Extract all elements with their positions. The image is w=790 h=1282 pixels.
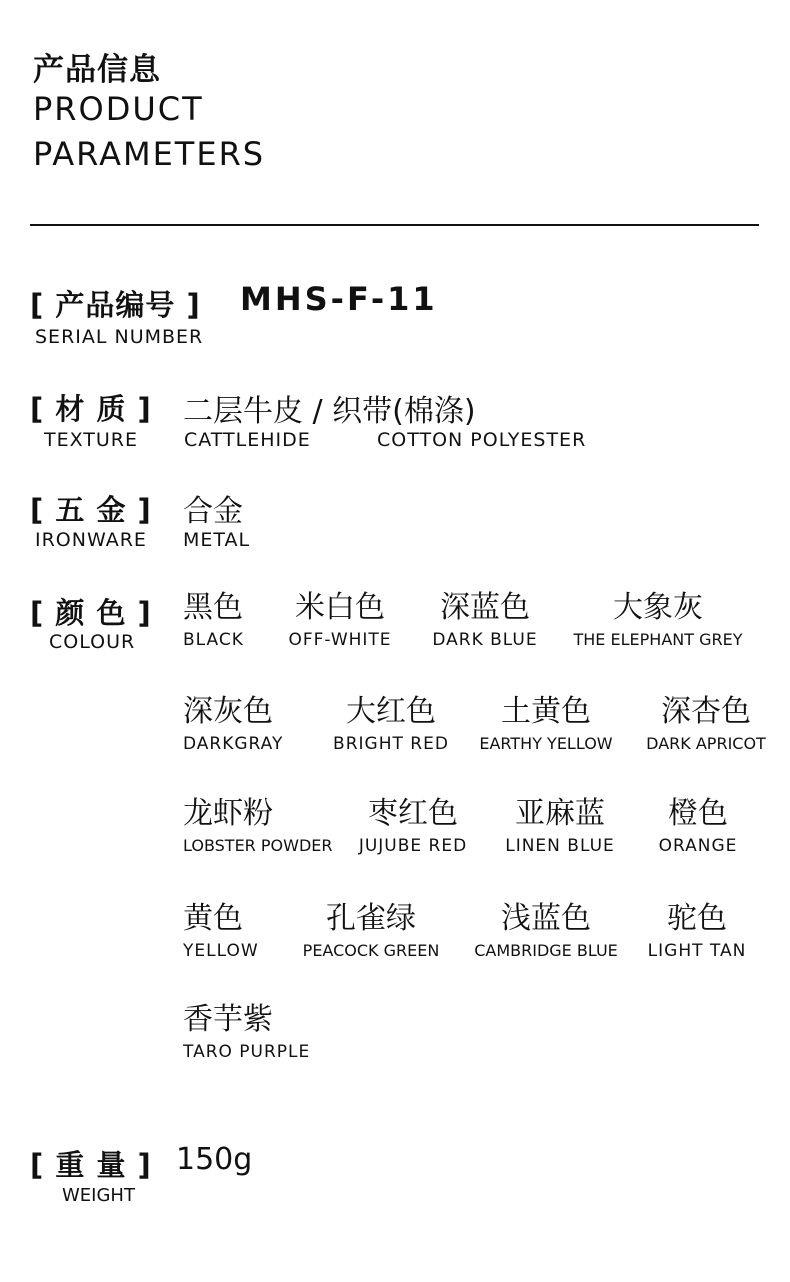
ironware-value-cn: 合金	[183, 494, 243, 529]
colour-item	[285, 590, 395, 650]
serial-label-en: SERIAL NUMBER	[35, 326, 204, 348]
serial-label-cn: [ 产品编号 ]	[30, 288, 201, 322]
colour-item	[565, 590, 751, 650]
colour-item-cn: 龙虾粉	[183, 796, 273, 831]
colour-item-en: DARK BLUE	[432, 630, 538, 650]
colour-item-en: DARK APRICOT	[646, 734, 766, 753]
colour-item-en: THE ELEPHANT GREY	[573, 630, 743, 649]
colour-item-en: JUJUBE RED	[358, 836, 468, 856]
colour-item-cn: 土黄色	[501, 694, 591, 729]
texture-value-en-2: COTTON POLYESTER	[377, 429, 587, 451]
colour-item-cn: 香芋紫	[183, 1002, 273, 1037]
colour-item	[296, 901, 446, 961]
ironware-label-en: IRONWARE	[35, 529, 147, 551]
colour-item-en: LOBSTER POWDER	[183, 836, 333, 855]
page-title-en-line2: PARAMETERS	[33, 135, 266, 173]
colour-item	[183, 590, 293, 650]
colour-item	[500, 796, 620, 856]
colour-item-en: YELLOW	[183, 941, 259, 961]
colour-item	[183, 1002, 313, 1062]
colour-item-cn: 孔雀绿	[326, 901, 416, 936]
colour-item-cn: 亚麻蓝	[515, 796, 605, 831]
texture-value-cn: 二层牛皮 / 织带(棉涤)	[183, 394, 476, 429]
colour-label-en: COLOUR	[49, 631, 136, 653]
colour-item	[464, 901, 628, 961]
colour-item-cn: 米白色	[295, 590, 385, 625]
colour-item	[183, 694, 303, 754]
colour-item	[648, 796, 748, 856]
colour-item-en: DARKGRAY	[183, 734, 284, 754]
colour-item	[331, 694, 451, 754]
serial-value: MHS-F-11	[240, 280, 438, 318]
texture-label-en: TEXTURE	[44, 429, 139, 451]
colour-item-cn: 深灰色	[183, 694, 273, 729]
weight-value: 150g	[176, 1142, 253, 1177]
colour-item-cn: 深蓝色	[440, 590, 530, 625]
colour-item	[636, 694, 776, 754]
colour-item-en: BRIGHT RED	[333, 734, 449, 754]
colour-item-en: BLACK	[183, 630, 244, 650]
colour-item-cn: 枣红色	[368, 796, 458, 831]
page-title-cn: 产品信息	[33, 52, 161, 88]
weight-label-en: WEIGHT	[62, 1185, 135, 1206]
ironware-value-en: METAL	[183, 529, 251, 551]
weight-label-cn: [ 重 量 ]	[30, 1148, 152, 1182]
colour-item-en: OFF-WHITE	[288, 630, 392, 650]
colour-item-en: CAMBRIDGE BLUE	[474, 941, 618, 960]
colour-item-en: EARTHY YELLOW	[479, 734, 613, 753]
header-divider	[30, 224, 759, 226]
colour-item-en: ORANGE	[658, 836, 738, 856]
colour-item-cn: 大红色	[346, 694, 436, 729]
colour-item	[425, 590, 545, 650]
page-title-en-line1: PRODUCT	[33, 90, 204, 128]
colour-item-en: LIGHT TAN	[647, 941, 747, 961]
colour-item-cn: 驼色	[667, 901, 727, 936]
colour-item	[183, 901, 293, 961]
colour-item	[183, 796, 343, 856]
colour-item	[353, 796, 473, 856]
colour-item-cn: 黄色	[183, 901, 243, 936]
colour-item	[642, 901, 752, 961]
texture-label-cn: [ 材 质 ]	[30, 392, 152, 426]
colour-item-en: PEACOCK GREEN	[302, 941, 440, 960]
colour-item-cn: 浅蓝色	[501, 901, 591, 936]
texture-value-en-1: CATTLEHIDE	[184, 429, 311, 451]
colour-label-cn: [ 颜 色 ]	[30, 596, 152, 630]
ironware-label-cn: [ 五 金 ]	[30, 493, 152, 527]
colour-item-cn: 橙色	[668, 796, 728, 831]
colour-item-en: LINEN BLUE	[505, 836, 615, 856]
colour-item-en: TARO PURPLE	[183, 1042, 311, 1062]
colour-item-cn: 深杏色	[661, 694, 751, 729]
colour-item	[472, 694, 620, 754]
colour-item-cn: 黑色	[183, 590, 243, 625]
colour-item-cn: 大象灰	[613, 590, 703, 625]
